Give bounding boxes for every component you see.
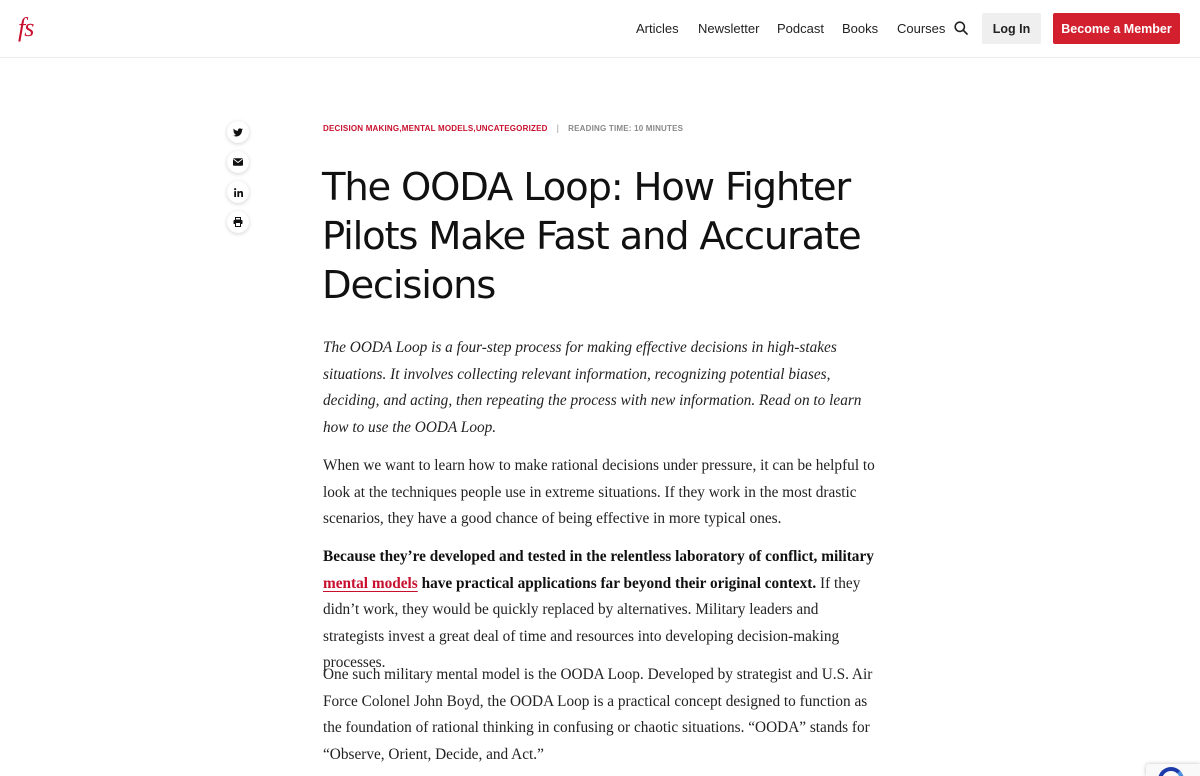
nav-courses[interactable]: Courses	[897, 21, 946, 36]
article-categories[interactable]: DECISION MAKING,MENTAL MODELS,UNCATEGORIZED	[323, 123, 548, 133]
article-paragraph-2	[323, 544, 875, 677]
site-header	[0, 0, 1200, 58]
login-button[interactable]: Log In	[982, 13, 1041, 44]
nav-articles[interactable]: Articles	[636, 21, 679, 36]
paragraph-2-bold-b: have practical applications far beyond their original context.	[421, 574, 817, 592]
site-logo[interactable]: fs	[18, 13, 34, 42]
paragraph-2-bold-a: Because they’re developed and tested in the relentless laboratory of conflict, military	[323, 548, 874, 565]
article-intro: The OODA Loop is a four-step process for making effective decisions in high-stakes situations. It involves collecting relevant information, recognizing potential biases, deciding, and acting, then repeating the process with new information. Read on to learn how to use the OODA Loop.	[323, 339, 862, 436]
linkedin-icon	[234, 188, 243, 197]
nav-books[interactable]: Books	[842, 21, 879, 36]
become-member-button[interactable]: Become a Member	[1053, 13, 1180, 44]
article-paragraph-3: One such military mental model is the OODA Loop. Developed by strategist and U.S. Air Force Colonel John Boyd, the OODA Loop is a practical concept designed to function as the foundation of rational thinking in confusing or chaotic situations. “OODA” stands for “Observe, Orient, Decide, and Act.”	[323, 666, 873, 763]
article-meta	[323, 122, 683, 134]
reading-time: READING TIME: 10 MINUTES	[568, 123, 684, 133]
share-twitter-button[interactable]	[227, 121, 249, 143]
paragraph-2-text: If they didn’t work, they would be quickly replaced by alternatives. Military leaders and strategists invest a great deal of time and resources into developing decision-making processes.	[323, 574, 861, 671]
share-email-button[interactable]	[227, 151, 249, 173]
search-icon[interactable]	[954, 21, 970, 37]
mental-models-link[interactable]: mental models	[323, 574, 418, 592]
nav-newsletter[interactable]: Newsletter	[698, 21, 760, 36]
recaptcha-icon	[1158, 767, 1184, 776]
email-icon	[233, 158, 243, 166]
article-title: The OODA Loop: How Fighter Pilots Make Fast and Accurate Decisions	[322, 165, 861, 308]
share-linkedin-button[interactable]	[227, 181, 249, 203]
twitter-icon	[233, 128, 243, 137]
nav-podcast[interactable]: Podcast	[777, 21, 824, 36]
share-print-button[interactable]	[227, 211, 249, 233]
recaptcha-badge[interactable]	[1146, 764, 1200, 776]
print-icon	[233, 217, 243, 227]
meta-separator: |	[556, 123, 560, 133]
article-paragraph-1: When we want to learn how to make rational decisions under pressure, it can be helpful to look at the techniques people use in extreme situations. If they work in the most drastic scenarios, they have a good chance of being effective in more typical ones.	[323, 457, 875, 527]
